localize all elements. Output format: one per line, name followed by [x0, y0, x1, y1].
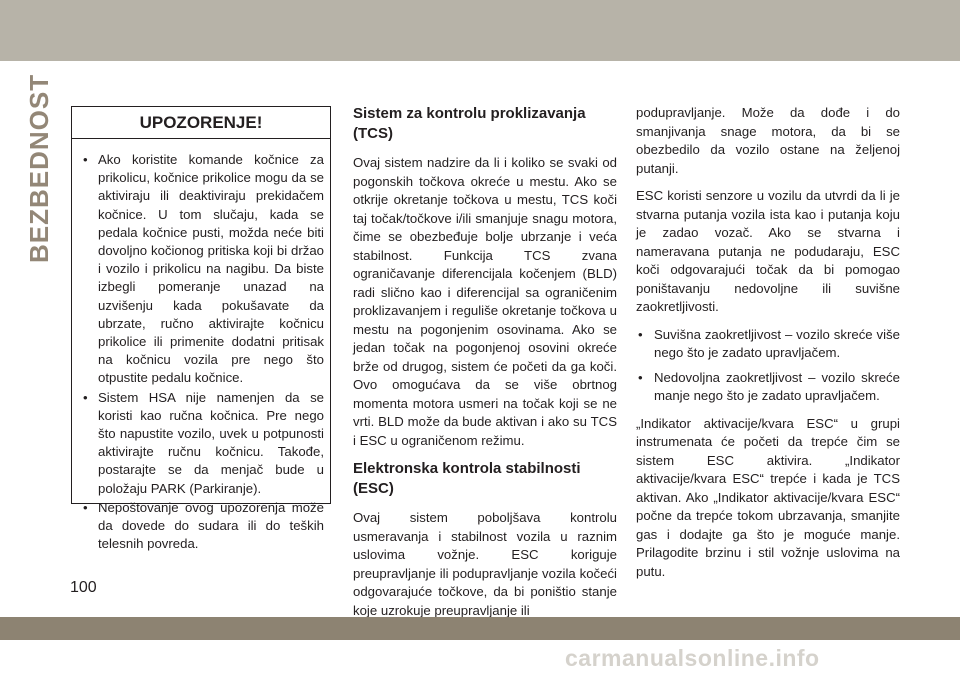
warning-item: • Nepoštovanje ovog upozorenja može da dovede do sudara ili do teških telesnih povreda. [83, 499, 324, 552]
header-band [0, 0, 960, 61]
tcs-paragraph: Ovaj sistem nadzire da li i koliko se svaki od pogonskih točkova okreće u mestu. Ako se otkrije okretanje točkova u mestu, TCS koči taj točak/točkove i/ili smanjuje snagu motora, čime se obezbeđuje bolje ubrzanje i veća stabilnost. Funkcija TCS zvana ograničavanje diferencijala kočenjem (BLD) radi slično kao i diferencijal sa ograničenim proklizavanjem i reguliše okretanje točkova u mestu na pogonjenim osovinama. Ako se jedan točak na pogonjenoj osovini okreće brže od drugog, sistem će početi da ga koči. Ovo omogućava da se više obrtnog momenta motora usmeri na točak koji se ne vrti. BLD može da bude aktivan i ako su TCS i ESC u ograničenom režimu. [353, 155, 617, 448]
esc-sensors-paragraph: ESC koristi senzore u vozilu da utvrdi da li je stvarna putanja vozila ista kao i putanja koju je zadao vozač. Ako se stvarna i nameravana putanja ne podudaraju, ESC koči odgovarajući točak da bi pomogao poništavanju nedovoljne ili suvišne zaokretljivosti. [636, 188, 900, 314]
bullet-icon: • [638, 326, 643, 342]
footer-band [0, 617, 960, 640]
warning-list [72, 139, 330, 553]
esc-continued-paragraph: podupravljanje. Može da dođe i do smanjivanja snage motora, da bi se obezbedilo da vozilo ostane na željenoj putanji. [636, 105, 900, 176]
bullet-icon: • [83, 152, 88, 167]
esc-paragraph: Ovaj sistem poboljšava kontrolu usmeravanja i stabilnost vozila u raznim uslovima vožnje. ESC koriguje preupravljanje ili podupravljanje vozila kočeći odgovarajuće točkove, da bi poništio stanje koje uzrokuje preupravljanje ili [353, 510, 617, 618]
middle-column [353, 104, 617, 629]
watermark: carmanualsonline.info [565, 645, 820, 671]
section-side-label: BEZBEDNOST [24, 73, 54, 263]
steering-list [636, 326, 900, 406]
esc-indicator-paragraph: „Indikator aktivacije/kvara ESC“ u grupi instrumenata će početi da trepće čim se sistem ESC aktivira. „Indikator aktivacije/kvara ESC“ trepće i kada je TCS aktivan. Ako „Indikator aktivacije/kvara ESC“ počne da trepće tokom ubrzavanja, smanjite gas i dodajte ga što je moguće manje. Prilagodite brzinu i stil vožnje uslovima na putu. [636, 415, 900, 579]
warning-title: UPOZORENJE! [72, 107, 330, 139]
esc-heading: Elektronska kontrola stabilnosti (ESC) [353, 460, 581, 497]
warning-item: • Sistem HSA nije namenjen da se koristi kao ručna kočnica. Pre nego što napustite vozilo, uvek u potpunosti aktivirajte ručnu kočnicu. Takođe, postarajte se da menjač bude u položaju PARK (Parkiranje). [83, 389, 324, 496]
page-number: 100 [70, 579, 97, 596]
warning-item: • Ako koristite komande kočnice za prikolicu, kočnice prikolice mogu da se aktiviraju ili deaktiviraju prekidačem kočnice. U tom slučaju, kada se pedala kočnice pusti, možda neće biti dovoljno kočionog pritiska koji bi držao i vozilo i prikolicu na nagibu. Da biste izbegli pomeranje unazad na uzvišenju kada pokušavate da ubrzate, ručno aktivirajte kočnicu prikolice ili primenite dodatni pritisak na kočnicu vozila pre nego što otpustite pedalu kočnice. [83, 152, 324, 386]
bullet-icon: • [83, 499, 88, 515]
bullet-icon: • [83, 389, 88, 405]
list-item: • Suvišna zaokretljivost – vozilo skreće više nego što je zadato upravljačem. [638, 326, 900, 360]
list-item: • Nedovoljna zaokretljivost – vozilo skreće manje nego što je zadato upravljačem. [638, 369, 900, 403]
bullet-icon: • [638, 369, 643, 385]
warning-box [71, 106, 331, 552]
right-column [636, 104, 900, 590]
tcs-heading: Sistem za kontrolu proklizavanja (TCS) [353, 105, 586, 142]
